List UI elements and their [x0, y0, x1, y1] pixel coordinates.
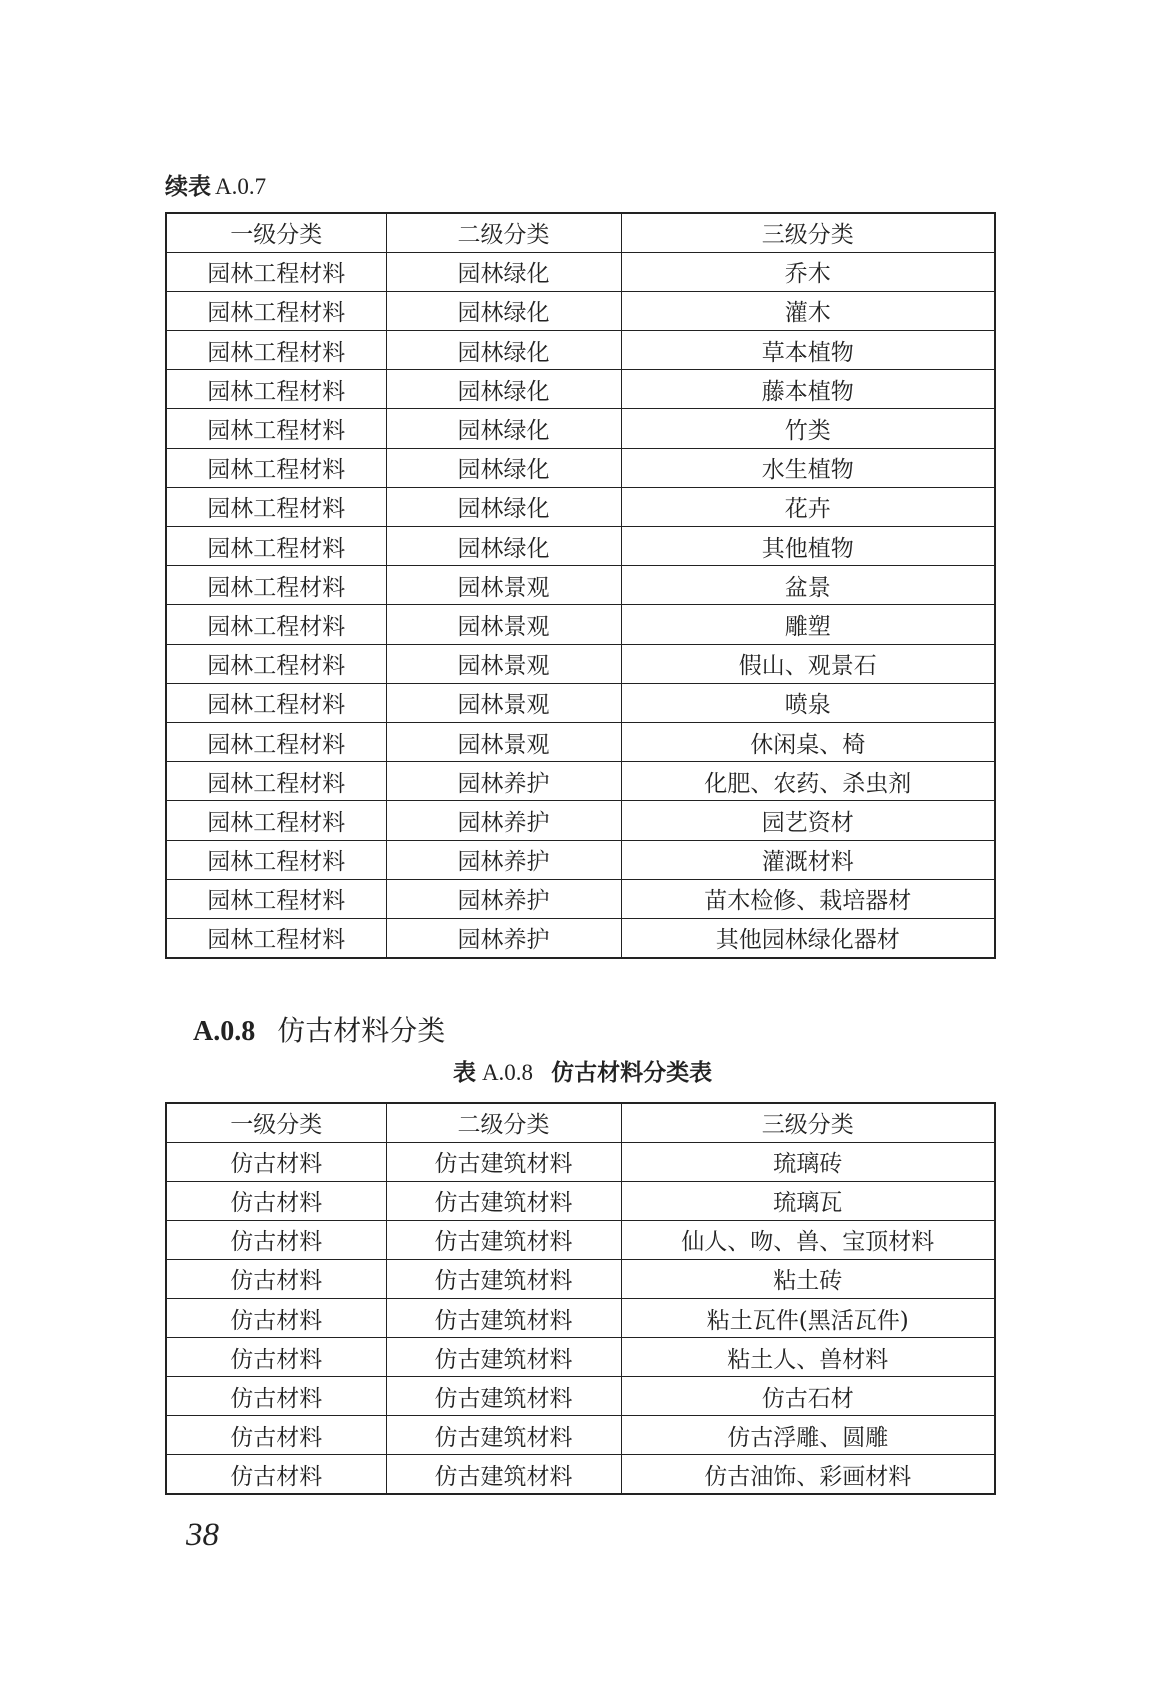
continued-table-title	[165, 172, 266, 202]
table-cell: 花卉	[621, 487, 995, 526]
table-cell: 水生植物	[621, 448, 995, 487]
table-cell: 园林工程材料	[166, 291, 386, 330]
table-cell: 园林工程材料	[166, 605, 386, 644]
table-cell: 园林绿化	[386, 252, 621, 291]
table-cell: 仿古建筑材料	[386, 1338, 621, 1377]
table-row	[166, 1142, 995, 1181]
table-caption-number: A.0.8	[481, 1060, 534, 1085]
table-cell: 仿古建筑材料	[386, 1298, 621, 1337]
table-cell: 仿古材料	[166, 1220, 386, 1259]
table-cell: 园林工程材料	[166, 762, 386, 801]
table-cell: 仿古材料	[166, 1338, 386, 1377]
table-cell: 乔木	[621, 252, 995, 291]
table-row	[166, 683, 995, 722]
table-cell: 园林景观	[386, 722, 621, 761]
table-row	[166, 409, 995, 448]
table-cell: 园林工程材料	[166, 879, 386, 918]
table-cell: 粘土人、兽材料	[621, 1338, 995, 1377]
column-header: 三级分类	[621, 1103, 995, 1142]
table-row	[166, 487, 995, 526]
table-cell: 仿古材料	[166, 1455, 386, 1494]
continued-table-label: 续表	[165, 174, 211, 200]
table-cell: 灌木	[621, 291, 995, 330]
table-cell: 园林景观	[386, 605, 621, 644]
table-cell: 竹类	[621, 409, 995, 448]
table-row	[166, 605, 995, 644]
table-cell: 仿古石材	[621, 1377, 995, 1416]
table-cell: 园林绿化	[386, 331, 621, 370]
table-cell: 灌溉材料	[621, 840, 995, 879]
table-cell: 粘土砖	[621, 1259, 995, 1298]
table-cell: 园林景观	[386, 566, 621, 605]
table-cell: 苗木检修、栽培器材	[621, 879, 995, 918]
table-row	[166, 448, 995, 487]
table-row	[166, 1181, 995, 1220]
table-caption-label: 表	[452, 1060, 476, 1086]
table-cell: 园艺资材	[621, 801, 995, 840]
table-row	[166, 879, 995, 918]
table-row	[166, 1455, 995, 1494]
table-cell: 园林景观	[386, 644, 621, 683]
table-row	[166, 1338, 995, 1377]
table-cell: 其他园林绿化器材	[621, 918, 995, 957]
table-cell: 仿古建筑材料	[386, 1181, 621, 1220]
table-cell: 园林景观	[386, 683, 621, 722]
antique-materials-table	[165, 1102, 996, 1495]
table-row	[166, 801, 995, 840]
table-row	[166, 722, 995, 761]
column-header: 二级分类	[386, 1103, 621, 1142]
table-row	[166, 918, 995, 957]
table-row	[166, 762, 995, 801]
table-cell: 喷泉	[621, 683, 995, 722]
table-cell: 仿古建筑材料	[386, 1416, 621, 1455]
table-cell: 仿古材料	[166, 1298, 386, 1337]
table-row	[166, 840, 995, 879]
table-cell: 盆景	[621, 566, 995, 605]
table-row	[166, 1377, 995, 1416]
table-cell: 仿古浮雕、圆雕	[621, 1416, 995, 1455]
table-row	[166, 566, 995, 605]
table-cell: 园林工程材料	[166, 722, 386, 761]
table-cell: 仿古建筑材料	[386, 1455, 621, 1494]
table-caption-title: 仿古材料分类表	[551, 1060, 713, 1086]
page-number: 38	[186, 1517, 219, 1553]
table-row	[166, 527, 995, 566]
table-cell: 仙人、吻、兽、宝顶材料	[621, 1220, 995, 1259]
table-row	[166, 1220, 995, 1259]
table-cell: 琉璃砖	[621, 1142, 995, 1181]
table-cell: 粘土瓦件(黑活瓦件)	[621, 1298, 995, 1337]
table-cell: 园林工程材料	[166, 370, 386, 409]
table-row	[166, 1416, 995, 1455]
table-cell: 其他植物	[621, 527, 995, 566]
table-row	[166, 644, 995, 683]
table-cell: 园林工程材料	[166, 448, 386, 487]
header-row	[166, 1103, 995, 1142]
table-cell: 园林养护	[386, 918, 621, 957]
table-cell: 园林绿化	[386, 409, 621, 448]
table-cell: 仿古材料	[166, 1377, 386, 1416]
table-row	[166, 370, 995, 409]
column-header: 一级分类	[166, 1103, 386, 1142]
table-cell: 仿古建筑材料	[386, 1220, 621, 1259]
section-heading	[193, 1012, 445, 1051]
garden-materials-table	[165, 212, 996, 959]
table-cell: 园林工程材料	[166, 331, 386, 370]
table-cell: 园林工程材料	[166, 918, 386, 957]
column-header: 一级分类	[166, 213, 386, 252]
table-cell: 园林工程材料	[166, 801, 386, 840]
table-cell: 园林工程材料	[166, 840, 386, 879]
continued-table-number: A.0.7	[215, 174, 267, 199]
table-cell: 园林工程材料	[166, 487, 386, 526]
table-cell: 假山、观景石	[621, 644, 995, 683]
table-cell: 园林养护	[386, 840, 621, 879]
table-cell: 休闲桌、椅	[621, 722, 995, 761]
table-cell: 草本植物	[621, 331, 995, 370]
table-cell: 仿古建筑材料	[386, 1259, 621, 1298]
table-cell: 园林绿化	[386, 487, 621, 526]
table-cell: 仿古材料	[166, 1259, 386, 1298]
column-header: 二级分类	[386, 213, 621, 252]
table-cell: 琉璃瓦	[621, 1181, 995, 1220]
table-row	[166, 331, 995, 370]
table-row	[166, 291, 995, 330]
table-cell: 园林工程材料	[166, 252, 386, 291]
table-cell: 园林工程材料	[166, 566, 386, 605]
table-cell: 化肥、农药、杀虫剂	[621, 762, 995, 801]
table-cell: 藤本植物	[621, 370, 995, 409]
table-cell: 园林养护	[386, 801, 621, 840]
table-cell: 仿古建筑材料	[386, 1377, 621, 1416]
section-title: 仿古材料分类	[277, 1014, 446, 1047]
table-cell: 雕塑	[621, 605, 995, 644]
table-cell: 园林工程材料	[166, 683, 386, 722]
table-cell: 园林养护	[386, 879, 621, 918]
table-cell: 园林养护	[386, 762, 621, 801]
table-cell: 仿古材料	[166, 1142, 386, 1181]
table-cell: 仿古油饰、彩画材料	[621, 1455, 995, 1494]
header-row	[166, 213, 995, 252]
table-row	[166, 1298, 995, 1337]
table-caption	[0, 1058, 1165, 1088]
table-row	[166, 252, 995, 291]
table-cell: 仿古材料	[166, 1416, 386, 1455]
table-cell: 园林绿化	[386, 291, 621, 330]
section-number: A.0.8	[193, 1016, 256, 1047]
table-cell: 园林工程材料	[166, 644, 386, 683]
table-cell: 园林绿化	[386, 370, 621, 409]
table-cell: 园林绿化	[386, 527, 621, 566]
table-cell: 园林工程材料	[166, 527, 386, 566]
table-cell: 园林工程材料	[166, 409, 386, 448]
table-cell: 仿古材料	[166, 1181, 386, 1220]
table-cell: 园林绿化	[386, 448, 621, 487]
table-cell: 仿古建筑材料	[386, 1142, 621, 1181]
table-row	[166, 1259, 995, 1298]
column-header: 三级分类	[621, 213, 995, 252]
